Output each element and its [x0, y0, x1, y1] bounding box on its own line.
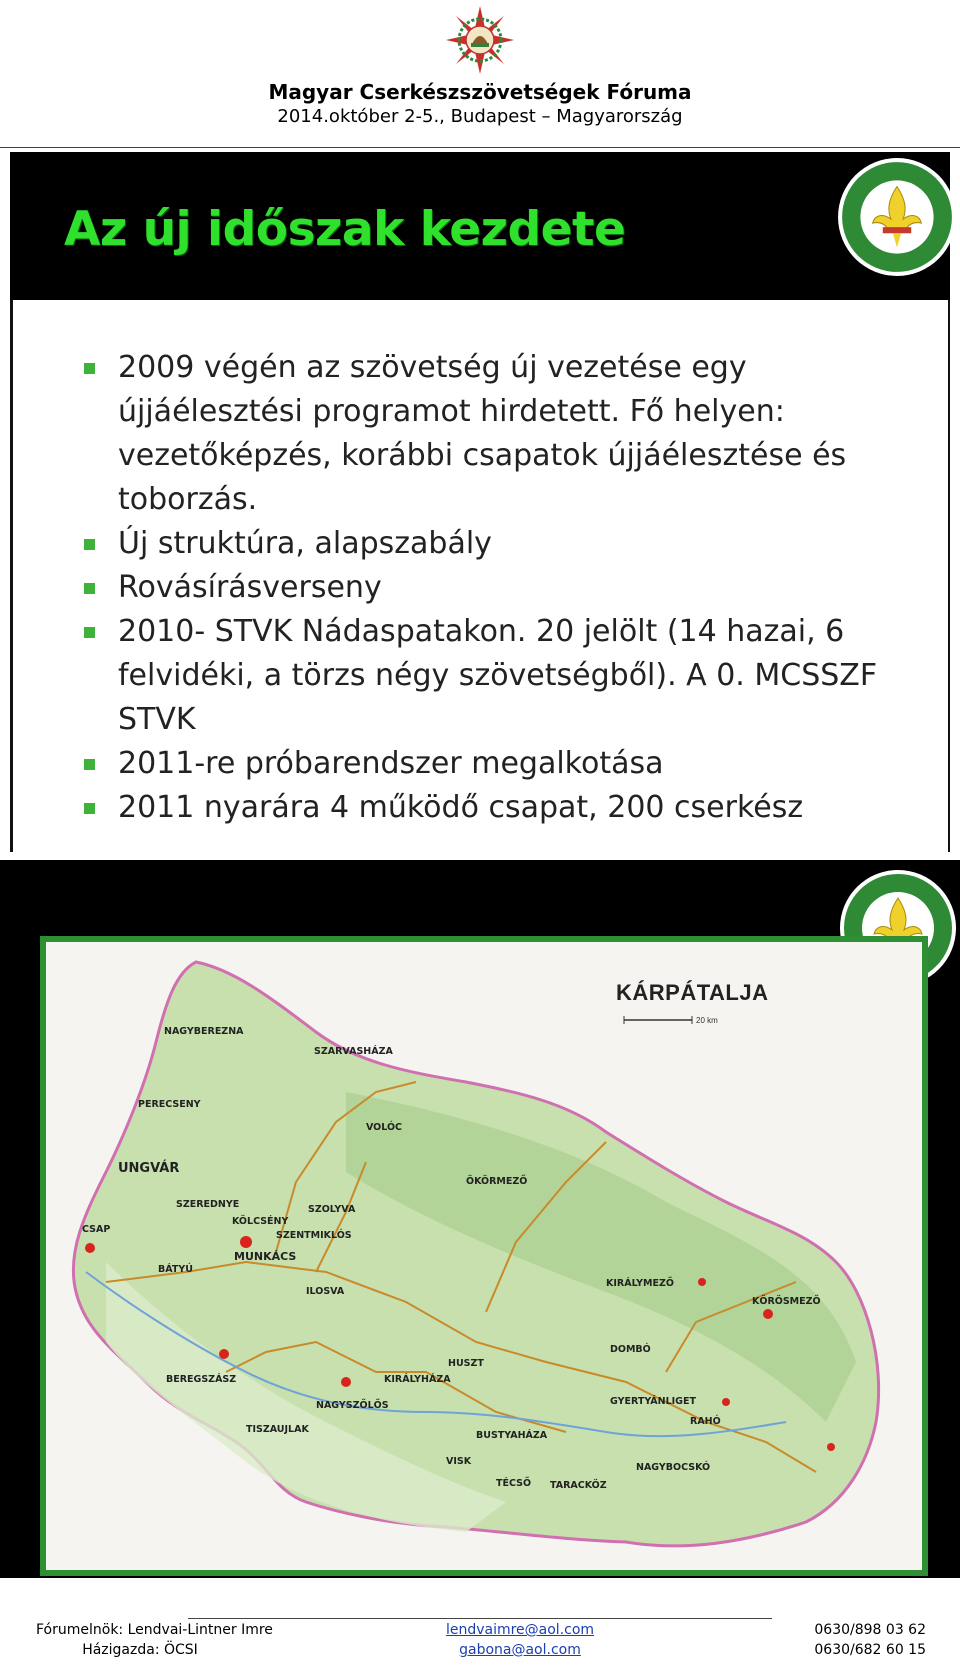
square-bullet-icon — [84, 539, 95, 550]
footer-row — [0, 1642, 960, 1662]
city-label: TISZAUJLAK — [246, 1424, 309, 1435]
bullet-item — [74, 566, 904, 610]
bullet-text: Rovásírásverseny — [118, 570, 382, 605]
map-frame — [40, 936, 928, 1576]
map-heading: KÁRPÁTALJA — [616, 980, 769, 1005]
slide-title-bar — [10, 152, 950, 300]
president-email-link[interactable]: lendvaimre@aol.com — [445, 1622, 595, 1638]
town-marker-icon — [85, 1243, 95, 1253]
town-marker-icon — [722, 1398, 730, 1406]
city-label: NAGYSZŐLŐS — [316, 1400, 389, 1411]
slide-border-right — [948, 300, 950, 852]
slide-title: Az új időszak kezdete — [64, 202, 626, 257]
city-label: VISK — [446, 1456, 472, 1467]
host-email-link[interactable]: gabona@aol.com — [459, 1642, 581, 1658]
bullet-item — [74, 610, 904, 742]
city-label: NAGYBOCSKÓ — [636, 1462, 711, 1473]
city-label: GYERTYÁNLIGET — [610, 1396, 696, 1407]
city-label: BÁTYÚ — [158, 1264, 193, 1275]
square-bullet-icon — [84, 363, 95, 374]
bullet-text: Új struktúra, alapszabály — [118, 526, 492, 561]
slide-bullet-list — [74, 346, 904, 830]
city-label: RAHÓ — [690, 1416, 721, 1427]
slide-map — [0, 860, 960, 1578]
map-area — [46, 942, 922, 1570]
city-label: KÖLCSÉNY — [232, 1216, 289, 1227]
square-bullet-icon — [84, 803, 95, 814]
map-scale-label: 20 km — [696, 1016, 718, 1025]
footer-row — [0, 1622, 960, 1642]
host-label: Házigazda: ÖCSI — [82, 1642, 198, 1658]
city-label: PERECSENY — [138, 1099, 201, 1110]
city-label: BUSTYAHÁZA — [476, 1430, 548, 1441]
bullet-item — [74, 742, 904, 786]
bullet-item — [74, 522, 904, 566]
town-marker-icon — [698, 1278, 706, 1286]
president-phone: 0630/898 03 62 — [814, 1622, 926, 1638]
city-label: SZOLYVA — [308, 1204, 356, 1215]
org-title: Magyar Cserkészszövetségek Fóruma — [268, 80, 692, 104]
city-label: KIRÁLYMEZŐ — [606, 1278, 674, 1289]
bullet-text: 2010- STVK Nádaspatakon. 20 jelölt (14 hazai, 6 felvidéki, a törzs négy szövetségből). A 0. MCSSZF STVK — [118, 614, 878, 737]
city-label: ILOSVA — [306, 1286, 345, 1297]
city-label: SZARVASHÁZA — [314, 1046, 393, 1057]
city-label: UNGVÁR — [118, 1161, 180, 1176]
karpataljai-scout-lily-logo-icon — [836, 156, 958, 278]
slide-new-era — [10, 152, 950, 852]
bullet-text: 2011 nyarára 4 működő csapat, 200 cserkész — [118, 790, 804, 825]
header-divider — [0, 147, 960, 148]
map-graphic — [46, 942, 922, 1570]
bullet-item — [74, 786, 904, 830]
host-phone: 0630/682 60 15 — [814, 1642, 926, 1658]
forum-president-label: Fórumelnök: Lendvai-Lintner Imre — [36, 1622, 273, 1638]
city-label: TÉCSŐ — [496, 1478, 532, 1489]
city-label: HUSZT — [448, 1358, 484, 1369]
city-label: TARACKÖZ — [550, 1480, 607, 1491]
city-label: CSAP — [82, 1224, 111, 1235]
city-label: ÖKÖRMEZŐ — [466, 1176, 528, 1187]
bullet-text: 2009 végén az szövetség új vezetése egy újjáélesztési programot hirdetett. Fő helyen: vezetőképzés, korábbi csapatok újjáélesztése és toborzás. — [118, 350, 847, 517]
city-label: NAGYBEREZNA — [164, 1026, 244, 1037]
square-bullet-icon — [84, 759, 95, 770]
slide-border-left — [10, 300, 13, 852]
town-marker-icon — [827, 1443, 835, 1451]
city-label: MUNKÁCS — [234, 1250, 297, 1263]
footer-divider — [188, 1618, 772, 1619]
town-marker-icon — [341, 1377, 351, 1387]
bullet-item — [74, 346, 904, 522]
bullet-text: 2011-re próbarendszer megalkotása — [118, 746, 664, 781]
square-bullet-icon — [84, 583, 95, 594]
city-label: KIRÁLYHÁZA — [384, 1374, 451, 1385]
scout-star-emblem-icon — [444, 4, 516, 76]
town-marker-icon — [763, 1309, 773, 1319]
page-header — [0, 0, 960, 152]
event-line: 2014.október 2-5., Budapest – Magyarország — [277, 106, 683, 127]
page-footer — [0, 1622, 960, 1662]
town-marker-icon — [219, 1349, 229, 1359]
square-bullet-icon — [84, 627, 95, 638]
city-label: SZENTMIKLÓS — [276, 1230, 352, 1241]
city-label: SZEREDNYE — [176, 1199, 240, 1210]
town-marker-icon — [240, 1236, 252, 1248]
city-label: VOLÓC — [366, 1122, 403, 1133]
city-label: BEREGSZÁSZ — [166, 1374, 237, 1385]
city-label: KŐRÖSMEZŐ — [752, 1296, 821, 1307]
city-label: DOMBÓ — [610, 1344, 651, 1355]
